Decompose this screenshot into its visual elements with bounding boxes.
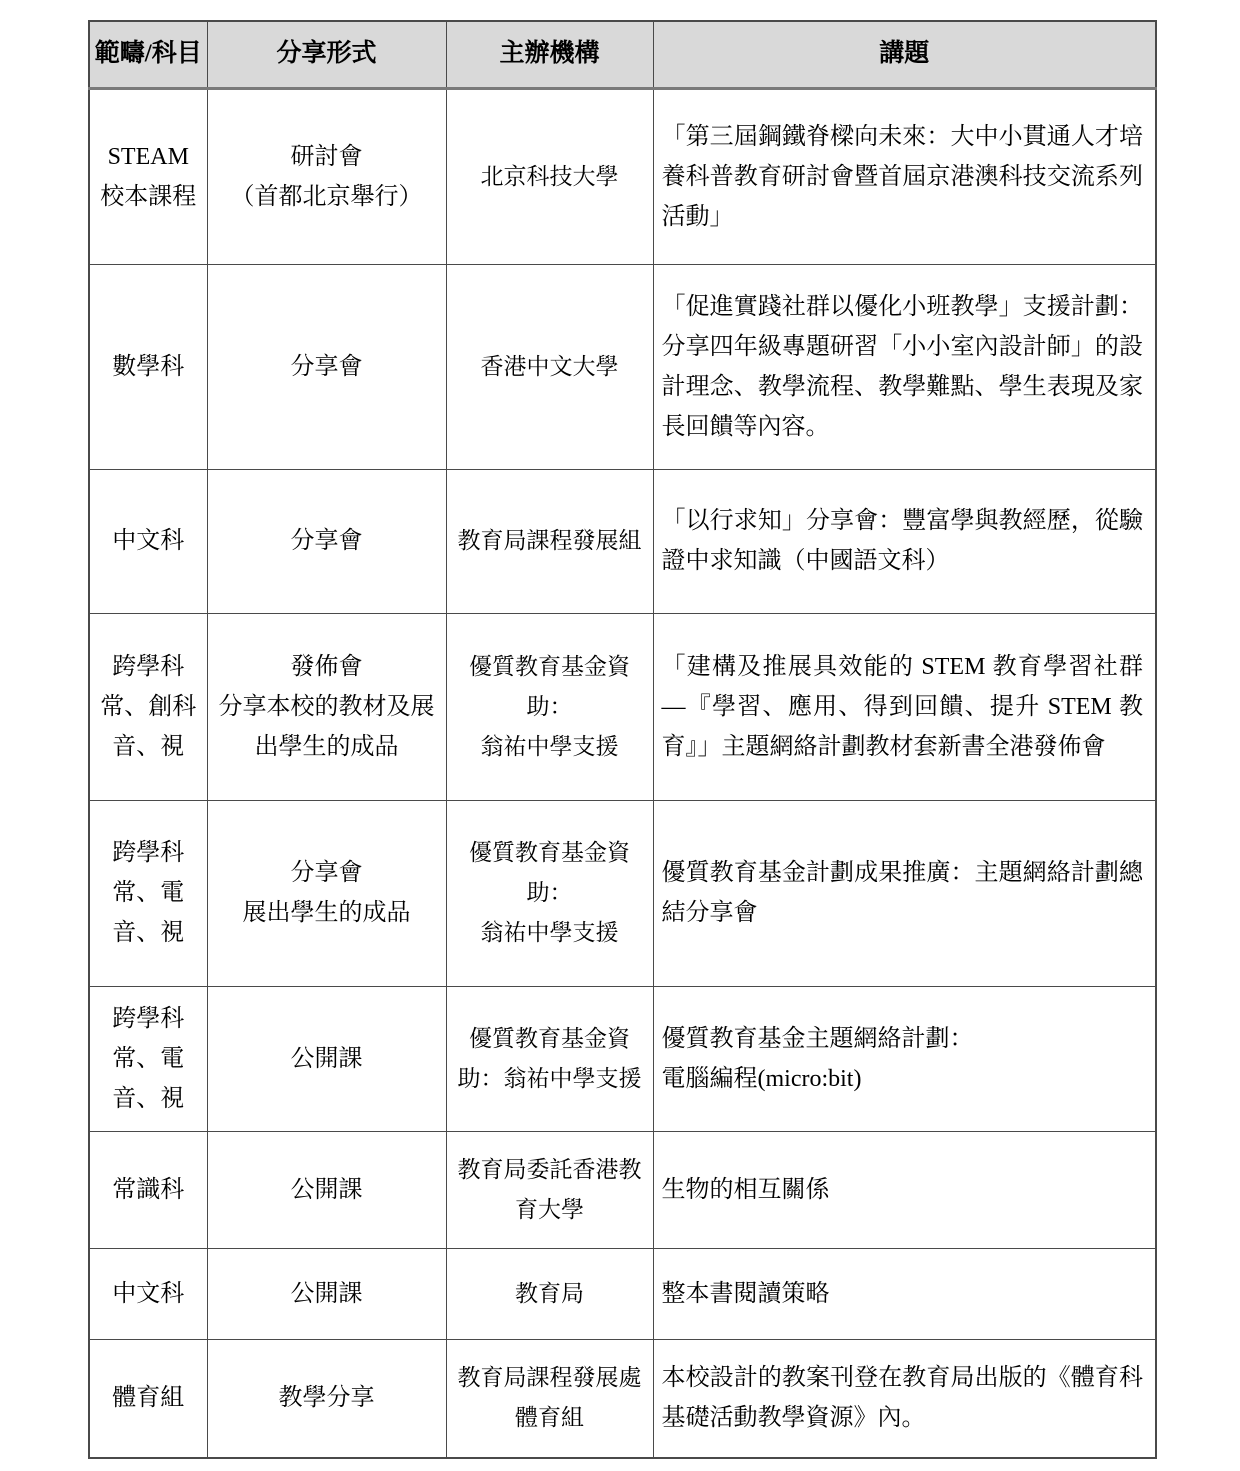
cell-line: 分享會 — [290, 860, 363, 886]
sharing-activities-table — [88, 20, 1157, 1459]
cell-organizer — [446, 986, 653, 1131]
cell-line: 本校設計的教案刊登在教育局出版的《體育科基礎活動教學資源》內。 — [661, 1365, 1143, 1432]
cell-line: 公開課 — [290, 1280, 363, 1307]
cell-line: 常識科 — [112, 1176, 185, 1203]
cell-category — [89, 986, 207, 1131]
cell-line: 「第三屆鋼鐵脊樑向未來：大中小貫通人才培養科普教育研討會暨首屆京港澳科技交流系列活動」 — [661, 123, 1143, 230]
cell-organizer — [446, 800, 653, 986]
cell-line: 教學分享 — [278, 1385, 375, 1412]
cell-organizer — [446, 264, 653, 469]
cell-line: 翁祐中學支援 — [480, 733, 619, 759]
cell-line: 「促進實踐社群以優化小班教學」支援計劃：分享四年級專題研習「小小室內設計師」的設計理念、教學流程、教學難點、學生表現及家長回饋等內容。 — [661, 293, 1143, 440]
header-form: 分享形式 — [207, 21, 446, 88]
cell-line: 跨學科 — [112, 840, 185, 866]
cell-line: 音、視 — [112, 1085, 185, 1112]
cell-line: 分享本校的教材及展出學生的成品 — [218, 693, 435, 760]
cell-topic — [653, 1339, 1156, 1458]
table-row — [89, 986, 1156, 1131]
cell-line: 教育局課程發展組 — [457, 528, 642, 553]
cell-line: 「以行求知」分享會：豐富學與教經歷，從驗證中求知識（中國語文科） — [661, 508, 1143, 574]
cell-category — [89, 800, 207, 986]
cell-line: 展出學生的成品 — [242, 900, 411, 926]
cell-line: 香港中文大學 — [480, 353, 619, 379]
header-topic: 講題 — [653, 21, 1156, 88]
cell-line: 優質教育基金主題網絡計劃： — [661, 1025, 974, 1052]
cell-line: 音、視 — [112, 733, 185, 760]
cell-topic — [653, 1131, 1156, 1248]
cell-line: STEAM — [107, 143, 189, 170]
cell-line: 校本課程 — [100, 183, 197, 210]
table-row — [89, 469, 1156, 613]
cell-category — [89, 613, 207, 800]
cell-line: 常、電 — [112, 1045, 185, 1072]
cell-form — [207, 613, 446, 800]
cell-line: 優質教育基金資助：翁祐中學支援 — [457, 1025, 642, 1091]
cell-line: 跨學科 — [112, 1005, 185, 1032]
cell-line: 「建構及推展具效能的 STEM 教育學習社群—『學習、應用、得到回饋、提升 STEM 教育』」主題網絡計劃教材套新書全港發佈會 — [661, 653, 1143, 760]
cell-form — [207, 88, 446, 264]
cell-line: 電腦編程(micro:bit) — [661, 1065, 862, 1092]
cell-line: （首都北京舉行） — [230, 183, 423, 210]
cell-form — [207, 469, 446, 613]
cell-topic — [653, 88, 1156, 264]
cell-form — [207, 1131, 446, 1248]
cell-line: 優質教育基金資助： — [469, 840, 630, 905]
cell-form — [207, 1248, 446, 1339]
cell-organizer — [446, 469, 653, 613]
cell-line: 公開課 — [290, 1045, 363, 1072]
table-row — [89, 800, 1156, 986]
cell-topic — [653, 613, 1156, 800]
cell-category — [89, 1131, 207, 1248]
cell-line: 北京科技大學 — [480, 163, 619, 189]
header-category: 範疇/科目 — [89, 21, 207, 88]
cell-category — [89, 1339, 207, 1458]
cell-topic — [653, 264, 1156, 469]
cell-line: 公開課 — [290, 1176, 363, 1203]
cell-organizer — [446, 1131, 653, 1248]
header-row — [89, 21, 1156, 88]
cell-line: 數學科 — [112, 353, 185, 380]
header-organizer: 主辦機構 — [446, 21, 653, 88]
cell-line: 教育局委託香港教育大學 — [457, 1156, 642, 1222]
cell-topic — [653, 800, 1156, 986]
cell-line: 研討會 — [290, 143, 363, 170]
cell-line: 生物的相互關係 — [661, 1176, 830, 1203]
cell-organizer — [446, 1339, 653, 1458]
table-header — [89, 21, 1156, 88]
cell-line: 常、創科 — [100, 693, 197, 720]
table-row — [89, 88, 1156, 264]
cell-topic — [653, 1248, 1156, 1339]
cell-line: 優質教育基金資助： — [469, 653, 630, 719]
cell-line: 翁祐中學支援 — [480, 920, 619, 945]
cell-line: 音、視 — [112, 920, 185, 946]
table-row — [89, 1339, 1156, 1458]
cell-line: 分享會 — [290, 528, 363, 554]
cell-line: 中文科 — [112, 528, 185, 554]
cell-form — [207, 264, 446, 469]
table-body — [89, 88, 1156, 1458]
cell-line: 中文科 — [112, 1280, 185, 1307]
table-row — [89, 613, 1156, 800]
table-row — [89, 1131, 1156, 1248]
cell-organizer — [446, 1248, 653, 1339]
cell-category — [89, 469, 207, 613]
cell-category — [89, 88, 207, 264]
cell-organizer — [446, 88, 653, 264]
cell-organizer — [446, 613, 653, 800]
cell-line: 整本書閱讀策略 — [661, 1280, 830, 1307]
cell-form — [207, 800, 446, 986]
cell-line: 分享會 — [290, 353, 363, 380]
cell-form — [207, 986, 446, 1131]
cell-line: 體育組 — [112, 1385, 185, 1412]
cell-topic — [653, 469, 1156, 613]
cell-category — [89, 264, 207, 469]
cell-topic — [653, 986, 1156, 1131]
cell-line: 教育局課程發展處體育組 — [457, 1365, 642, 1431]
cell-line: 跨學科 — [112, 653, 185, 680]
cell-form — [207, 1339, 446, 1458]
cell-line: 優質教育基金計劃成果推廣：主題網絡計劃總結分享會 — [661, 860, 1143, 926]
table-row — [89, 264, 1156, 469]
cell-line: 常、電 — [112, 880, 185, 906]
table-row — [89, 1248, 1156, 1339]
cell-category — [89, 1248, 207, 1339]
cell-line: 發佈會 — [290, 653, 363, 680]
cell-line: 教育局 — [515, 1280, 584, 1306]
